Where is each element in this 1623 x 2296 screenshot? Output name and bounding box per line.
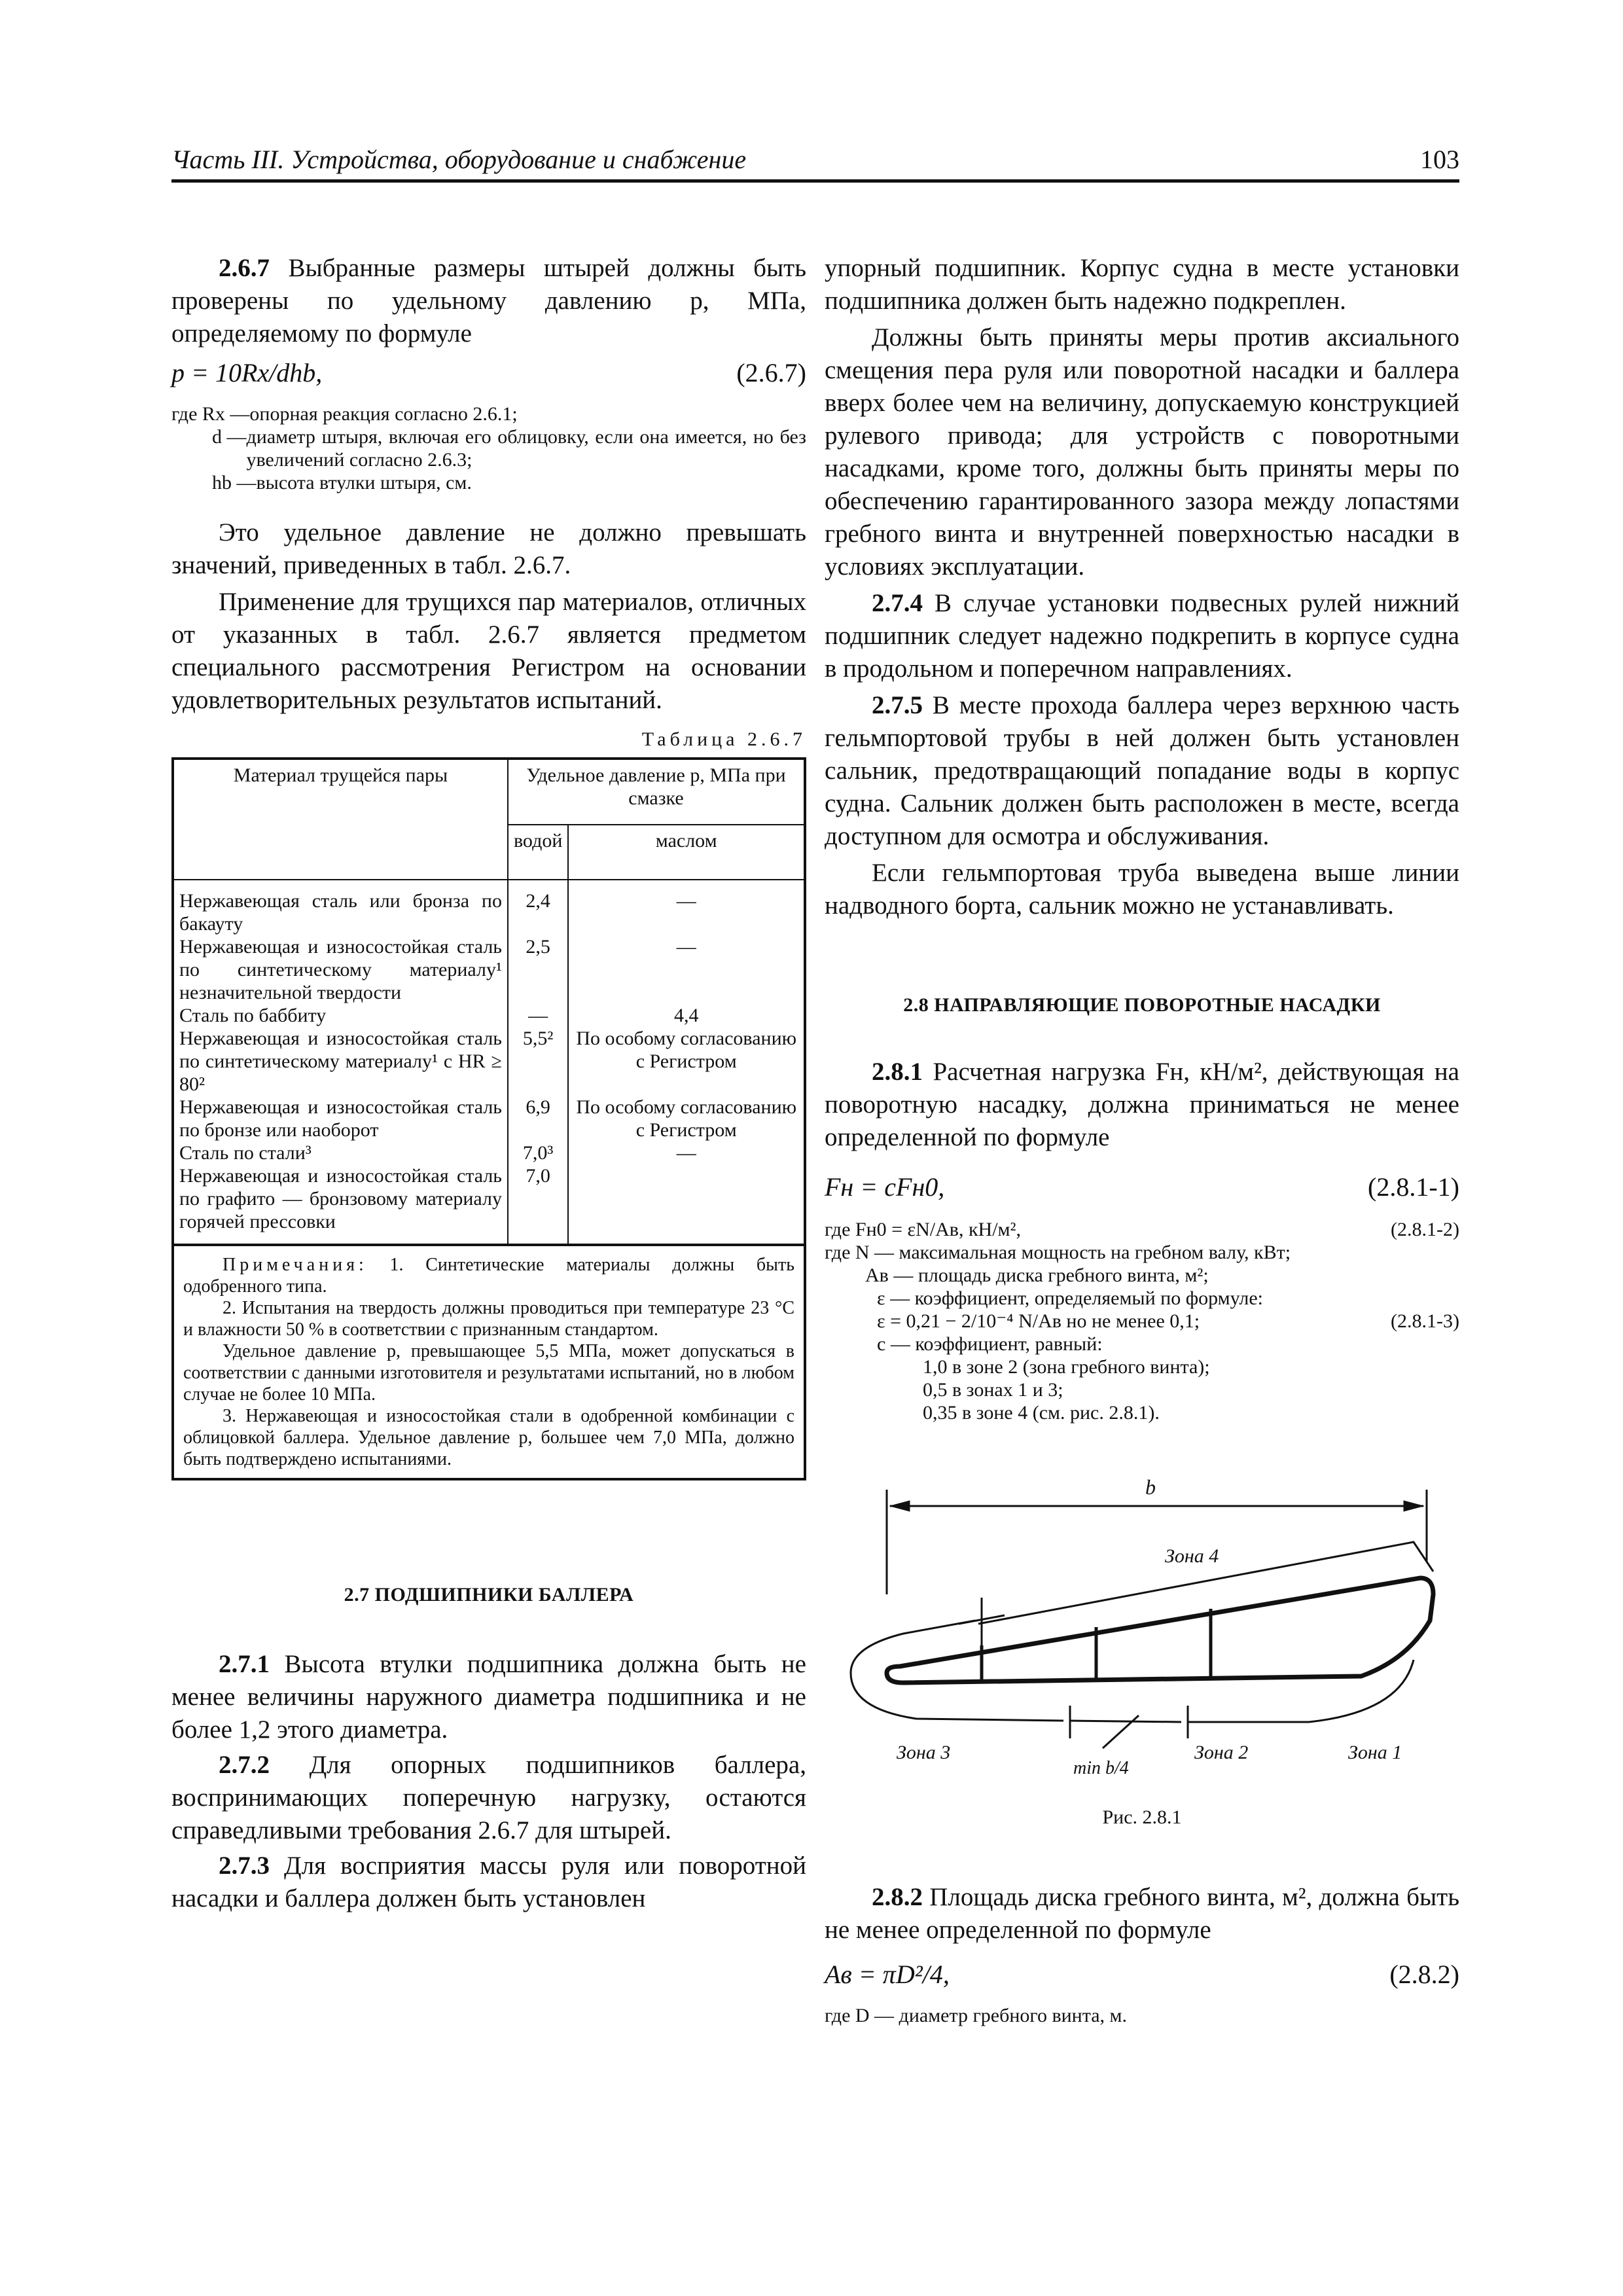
paragraph-pressure-limit: Это удельное давление не должно превышать значений, приведенных в табл. 2.6.7.: [171, 518, 806, 579]
label-zone-3: Зона 3: [897, 1742, 951, 1763]
cell-water: 7,0: [508, 1164, 568, 1245]
paragraph-text: Выбранные размеры штырей должны быть проверены по удельному давлению p, МПа, определяемому по формуле: [171, 254, 806, 348]
paragraph-2-8-2: [825, 1881, 1459, 1946]
section-number: 2.7.3: [219, 1852, 270, 1880]
cell-oil: —: [568, 880, 805, 935]
notes-label: Примечания:: [223, 1255, 368, 1275]
th-pressure: Удельное давление p, МПа при смазке: [508, 759, 805, 825]
formula-text: p = 10Rx/dhb,: [171, 358, 323, 387]
where-line: ε = 0,21 − 2/10⁻⁴ N/Aв но не менее 0,1;: [877, 1310, 1200, 1332]
table-row: [173, 1027, 805, 1096]
paragraph-text: В месте прохода баллера через верхнюю часть гельмпортовой трубы в ней должен быть установлен сальник, предотвращающий попадание воды в корпус судна. Сальник должен быть расположен в месте, всегда доступном для осмотра и обслуживания.: [825, 691, 1459, 850]
paragraph-other-materials: Применение для трущихся пар материалов, отличных от указанных в табл. 2.6.7 является предметом специального рассмотрения Регистром на основании удовлетворительных результатов испытаний.: [171, 588, 806, 714]
label-zone-2: Зона 2: [1194, 1742, 1249, 1763]
where-text: опорная реакция согласно 2.6.1;: [249, 403, 518, 425]
paragraph-2-8-1: [825, 1056, 1459, 1154]
formula-2-8-2: [825, 1954, 1459, 1995]
label-zone-1: Зона 1: [1348, 1742, 1402, 1763]
cell-water: —: [508, 1004, 568, 1027]
section-number: 2.8.1: [872, 1058, 923, 1086]
left-column: [171, 252, 806, 1915]
table-row: [173, 1164, 805, 1245]
where-line: где N — максимальная мощность на гребном валу, кВт;: [825, 1242, 1291, 1263]
paragraph-continuation: упорный подшипник. Корпус судна в месте установки подшипника должен быть надежно подкреплен.: [825, 254, 1459, 315]
where-text: диаметр штыря, включая его облицовку, если она имеется, но без увеличений согласно 2.6.3;: [246, 426, 806, 471]
cell-material: Нержавеющая сталь или бронза по бакауту: [173, 880, 508, 935]
cell-oil: [568, 1164, 805, 1245]
running-header: [171, 139, 1459, 183]
cell-water: 2,5: [508, 935, 568, 1004]
note-3: 3. Нержавеющая и износостойкая стали в одобренной комбинации с облицовкой баллера. Удельное давление p, большее чем 7,0 МПа, должно быть подтверждено испытаниями.: [183, 1406, 794, 1469]
note-1: 1. Синтетические материалы должны быть одобренного типа.: [183, 1255, 794, 1297]
paragraph-2-6-7: [171, 252, 806, 350]
cell-oil: —: [568, 935, 805, 1004]
th-material: Материал трущейся пары: [173, 759, 508, 880]
note-2b: Удельное давление p, превышающее 5,5 МПа, может допускаться в соответствии с данными изготовителя и результатами испытаний, но в любом случае не более 10 МПа.: [183, 1341, 794, 1405]
cell-oil: По особому согласованию с Регистром: [568, 1027, 805, 1096]
heading-2-8: 2.8 НАПРАВЛЯЮЩИЕ ПОВОРОТНЫЕ НАСАДКИ: [903, 994, 1381, 1016]
paragraph-text: Высота втулки подшипника должна быть не менее величины наружного диаметра подшипника и не более 1,2 этого диаметра.: [171, 1650, 806, 1744]
table-notes: [171, 1246, 806, 1480]
section-number: 2.7.4: [872, 589, 923, 617]
figure-2-8-1: [825, 1463, 1459, 1804]
where-label: где Rx —: [171, 403, 250, 425]
table-row: [173, 880, 805, 935]
section-number: 2.7.5: [872, 691, 923, 719]
paragraph-text: Для восприятия массы руля или поворотной насадки и баллера должен быть установлен: [171, 1852, 806, 1912]
cell-water: 2,4: [508, 880, 568, 935]
section-number: 2.7.2: [219, 1751, 270, 1779]
where-label: hb —: [212, 472, 257, 493]
table-row: [173, 935, 805, 1004]
heading-2-7: 2.7 ПОДШИПНИКИ БАЛЛЕРА: [344, 1584, 634, 1605]
cell-material: Нержавеющая и износостойкая сталь по синтетическому материалу¹ незначительной твердости: [173, 935, 508, 1004]
where-line: Aв — площадь диска гребного винта, м²;: [865, 1265, 1209, 1286]
header-title: Часть III. Устройства, оборудование и снабжение: [171, 145, 747, 174]
cell-water: 5,5²: [508, 1027, 568, 1096]
right-column: [825, 252, 1459, 2027]
where-list-2-6-7: [171, 403, 806, 494]
table-2-6-7: [171, 757, 806, 1246]
formula-number: (2.8.1-3): [1391, 1310, 1459, 1332]
cell-oil: По особому согласованию с Регистром: [568, 1096, 805, 1141]
formula-number: (2.8.1-1): [1368, 1172, 1459, 1202]
where-2-8-2: где D — диаметр гребного винта, м.: [825, 2005, 1128, 2026]
cell-material: Нержавеющая и износостойкая сталь по синтетическому материалу¹ с HR ≥ 80²: [173, 1027, 508, 1096]
formula-2-8-1-1: [825, 1167, 1459, 1208]
formula-text: Aв = πD²/4,: [825, 1960, 950, 1989]
label-zone-4: Зона 4: [1165, 1545, 1219, 1567]
section-number: 2.6.7: [219, 254, 270, 282]
th-water: водой: [508, 825, 568, 880]
nozzle-profile: [887, 1578, 1433, 1683]
cell-oil: 4,4: [568, 1004, 805, 1027]
note-2: 2. Испытания на твердость должны проводиться при температуре 23 °С и влажности 50 % в соответствии с признанным стандартом.: [183, 1298, 794, 1340]
paragraph-text: Для опорных подшипников баллера, воспринимающих поперечную нагрузку, остаются справедливыми требования 2.6.7 для штырей.: [171, 1751, 806, 1844]
paragraph-2-7-1: [171, 1648, 806, 1746]
arrow-right: [1404, 1501, 1423, 1511]
arrow-left: [890, 1501, 910, 1511]
cell-material: Сталь по баббиту: [173, 1004, 508, 1027]
paragraph-axial-displacement: Должны быть приняты меры против аксиального смещения пера руля или поворотной насадки и баллера вверх более чем на величину, допускаемую конструкцией рулевого привода; для устройств с поворотными насадками, кроме того, должны быть приняты меры по обеспечению гарантированного зазора между лопастями гребного винта и внутренней поверхностью насадки в условиях эксплуатации.: [825, 323, 1459, 581]
where-line: c — коэффициент, равный:: [877, 1333, 1103, 1355]
formula-number: (2.6.7): [736, 358, 806, 387]
formula-number: (2.8.1-2): [1391, 1219, 1459, 1240]
table-caption: Таблица 2.6.7: [641, 728, 806, 750]
where-list-2-8-1: [825, 1218, 1459, 1424]
paragraph-text: В случае установки подвесных рулей нижний подшипник следует надежно подкрепить в корпусе судна в продольном и поперечном направлениях.: [825, 589, 1459, 683]
where-line: где Fн0 = εN/Aв, кН/м²,: [825, 1219, 1022, 1240]
th-oil: маслом: [568, 825, 805, 880]
where-line: 0,35 в зоне 4 (см. рис. 2.8.1).: [923, 1402, 1160, 1424]
section-number: 2.8.2: [872, 1883, 923, 1911]
paragraph-2-7-2: [171, 1749, 806, 1847]
cell-oil: —: [568, 1141, 805, 1164]
where-line: ε — коэффициент, определяемый по формуле:: [877, 1287, 1263, 1309]
where-line: 0,5 в зонах 1 и 3;: [923, 1379, 1063, 1401]
where-label: d —: [212, 426, 247, 448]
cell-water: 7,0³: [508, 1141, 568, 1164]
cell-material: Нержавеющая и износостойкая сталь по графито — бронзовому материалу горячей прессовки: [173, 1164, 508, 1245]
label-min-b4: min b/4: [1073, 1758, 1129, 1778]
paragraph-2-7-5: [825, 689, 1459, 853]
table-row: [173, 1141, 805, 1164]
zone2-boundary: [1070, 1721, 1181, 1722]
cell-material: Сталь по стали³: [173, 1141, 508, 1164]
paragraph-2-7-4: [825, 587, 1459, 685]
section-number: 2.7.1: [219, 1650, 270, 1678]
paragraph-gland: Если гельмпортовая труба выведена выше линии надводного борта, сальник можно не устанавливать.: [825, 859, 1459, 920]
table-row: [173, 1004, 805, 1027]
figure-caption: Рис. 2.8.1: [1102, 1806, 1182, 1828]
page-number: 103: [1420, 145, 1459, 174]
zone3-boundary: [851, 1621, 1063, 1721]
cell-water: 6,9: [508, 1096, 568, 1141]
table-row: [173, 1096, 805, 1141]
formula-2-6-7: [171, 353, 806, 393]
paragraph-2-7-3: [171, 1850, 806, 1915]
formula-number: (2.8.2): [1389, 1960, 1459, 1989]
paragraph-text: Площадь диска гребного винта, м², должна быть не менее определенной по формуле: [825, 1883, 1459, 1944]
cell-material: Нержавеющая и износостойкая сталь по бронзе или наоборот: [173, 1096, 508, 1141]
where-line: 1,0 в зоне 2 (зона гребного винта);: [923, 1356, 1210, 1378]
where-text: высота втулки штыря, см.: [256, 472, 472, 493]
label-b: b: [1145, 1475, 1156, 1499]
paragraph-text: Расчетная нагрузка Fн, кН/м², действующая на поворотную насадку, должна приниматься не менее определенной по формуле: [825, 1058, 1459, 1151]
formula-text: Fн = cFн0,: [825, 1172, 945, 1202]
